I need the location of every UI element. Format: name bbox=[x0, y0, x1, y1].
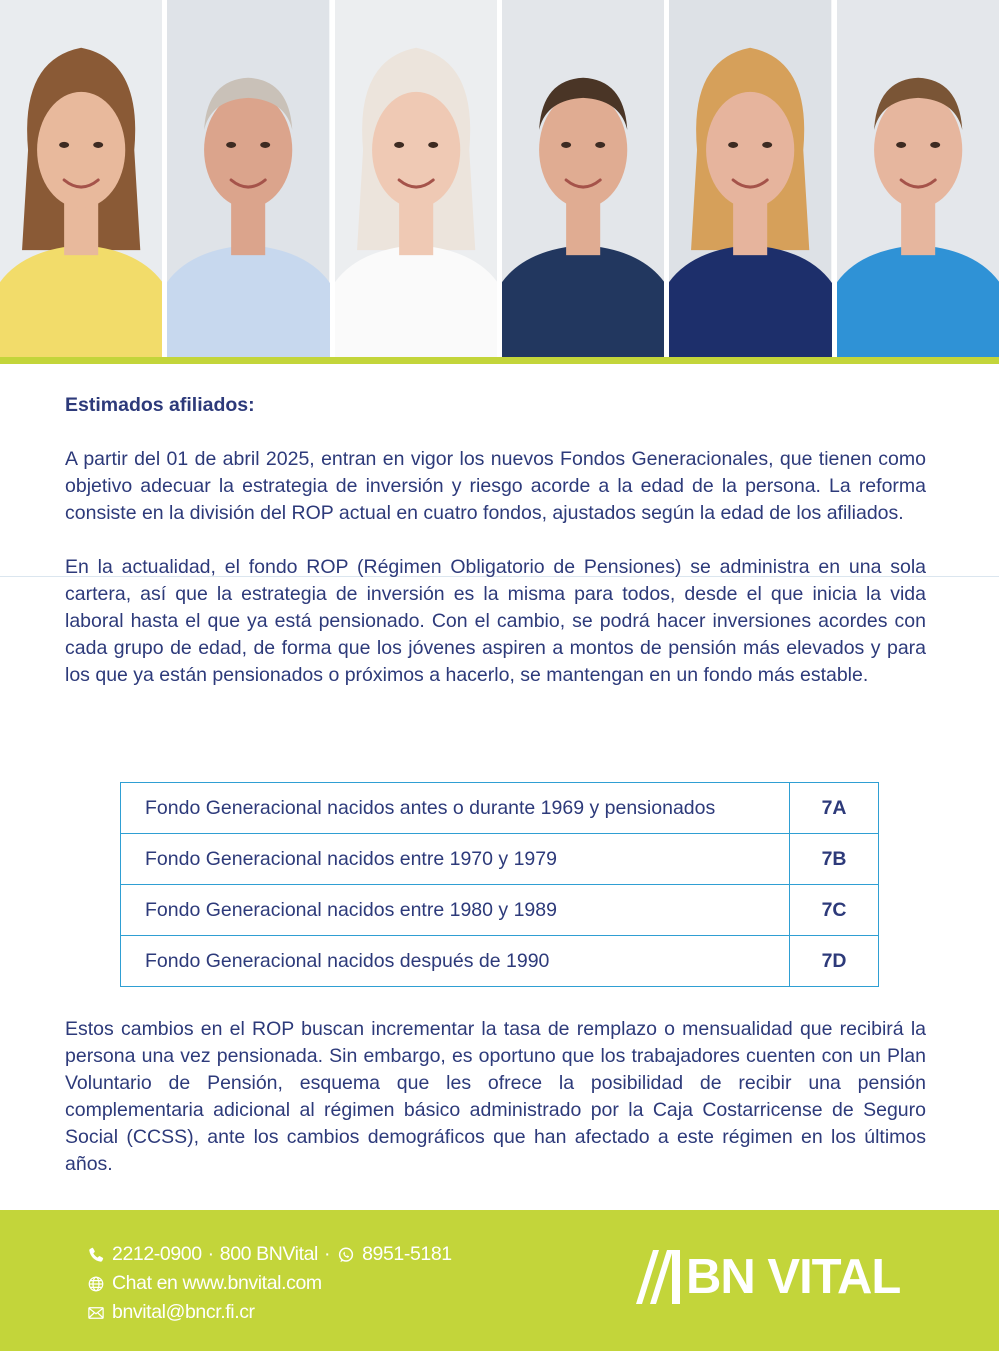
phone-row bbox=[86, 1240, 452, 1269]
letter-body bbox=[65, 392, 926, 716]
portrait-young-woman bbox=[0, 0, 162, 357]
separator: · bbox=[323, 1243, 331, 1265]
fund-description: Fondo Generacional nacidos después de 1990 bbox=[121, 936, 790, 987]
table-row bbox=[121, 783, 879, 834]
fund-description: Fondo Generacional nacidos antes o durante 1969 y pensionados bbox=[121, 783, 790, 834]
portrait-smiling-man bbox=[837, 0, 999, 357]
bn-vital-logo bbox=[636, 1250, 900, 1304]
portrait-strip bbox=[0, 0, 999, 357]
paragraph-intro: A partir del 01 de abril 2025, entran en vigor los nuevos Fondos Generacionales, que tienen como objetivo adecuar la estrategia de inversión y riesgo acorde a la edad de la persona. La reforma consiste en la división del ROP actual en cuatro fondos, ajustados según la edad de los afiliados. bbox=[65, 448, 926, 524]
fund-description: Fondo Generacional nacidos entre 1970 y 1979 bbox=[121, 834, 790, 885]
paragraph-closing: Estos cambios en el ROP buscan incrementar la tasa de remplazo o mensualidad que recibirá la persona una vez pensionada. Sin embargo, es oportuno que los trabajadores cuenten con un Plan Voluntario de Pensión, esquema que les ofrece la posibilidad de recibir una pensión complementaria adicional al régimen básico administrado por la Caja Costarricense de Seguro Social (CCSS), ante los cambios demográficos que han afectado a este régimen en los últimos años. bbox=[65, 1018, 926, 1175]
whatsapp-icon bbox=[336, 1245, 356, 1265]
greeting: Estimados afiliados: bbox=[65, 394, 255, 416]
fund-code: 7D bbox=[790, 936, 879, 987]
phone-icon bbox=[86, 1245, 106, 1265]
portrait-blonde-woman bbox=[335, 0, 497, 357]
table-row bbox=[121, 885, 879, 936]
table-row bbox=[121, 936, 879, 987]
portrait-young-man bbox=[502, 0, 664, 357]
phone-number[interactable]: 2212-0900 bbox=[112, 1243, 202, 1265]
whatsapp-number[interactable]: 8951-5181 bbox=[362, 1243, 452, 1265]
contact-info bbox=[86, 1240, 452, 1327]
chat-row bbox=[86, 1269, 452, 1298]
fund-description: Fondo Generacional nacidos entre 1980 y 1989 bbox=[121, 885, 790, 936]
portrait-older-man bbox=[167, 0, 329, 357]
fund-code: 7C bbox=[790, 885, 879, 936]
mail-icon bbox=[86, 1303, 106, 1323]
logo-text: BN VITAL bbox=[686, 1250, 901, 1304]
paragraph-current-rop: En la actualidad, el fondo ROP (Régimen Obligatorio de Pensiones) se administra en una sola cartera, así que la estrategia de inversión es la misma para todos, desde el que inicia la vida laboral hasta el que ya está pensionado. Con el cambio, se podrá hacer inversiones acordes con cada grupo de edad, de forma que los jóvenes aspiren a montos de pensión más elevados y para los que ya están pensionados o próximos a hacerlo, se mantengan en un fondo más estable. bbox=[65, 556, 926, 686]
email-row bbox=[86, 1298, 452, 1327]
fund-code: 7B bbox=[790, 834, 879, 885]
portrait-older-woman bbox=[669, 0, 831, 357]
accent-divider bbox=[0, 357, 999, 364]
separator: · bbox=[207, 1243, 214, 1265]
globe-icon bbox=[86, 1274, 106, 1294]
fund-table bbox=[120, 782, 879, 987]
footer bbox=[0, 1210, 999, 1351]
logo-mark-icon bbox=[636, 1250, 684, 1304]
fund-code: 7A bbox=[790, 783, 879, 834]
toll-free-number[interactable]: 800 BNVital bbox=[219, 1243, 318, 1265]
table-row bbox=[121, 834, 879, 885]
email-link[interactable]: bnvital@bncr.fi.cr bbox=[112, 1301, 255, 1323]
chat-link[interactable]: Chat en www.bnvital.com bbox=[112, 1272, 322, 1294]
